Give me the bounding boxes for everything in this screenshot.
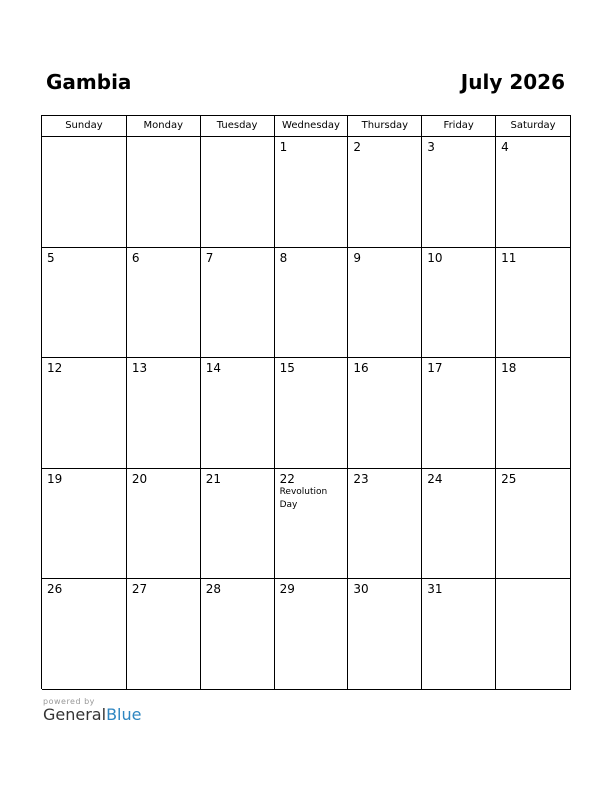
day-number: 3 xyxy=(427,140,435,154)
day-cell xyxy=(496,579,571,690)
day-number: 6 xyxy=(131,250,140,265)
day-cell xyxy=(422,469,496,580)
day-cell xyxy=(348,579,422,690)
day-cell xyxy=(422,248,496,359)
day-number: 19 xyxy=(47,471,63,486)
weekday-header: Sunday xyxy=(42,116,127,137)
day-number: 16 xyxy=(353,361,369,376)
footer-branding xyxy=(43,697,141,724)
day-number: 23 xyxy=(353,471,369,486)
weekday-header: Friday xyxy=(422,116,496,137)
day-cell xyxy=(201,469,275,580)
day-cell xyxy=(127,137,201,248)
brand-logo xyxy=(43,706,141,724)
day-cell xyxy=(348,248,422,359)
day-number: 26 xyxy=(47,582,63,597)
weekday-header: Thursday xyxy=(348,116,422,137)
day-number: 31 xyxy=(427,582,443,597)
week-row xyxy=(42,579,571,690)
day-cell xyxy=(127,358,201,469)
calendar-title-country: Gambia xyxy=(46,70,132,94)
day-cell xyxy=(127,248,201,359)
weekday-header: Saturday xyxy=(496,116,571,137)
day-cell xyxy=(127,579,201,690)
day-cell xyxy=(42,469,127,580)
day-cell xyxy=(275,358,349,469)
day-number: 12 xyxy=(47,361,63,376)
day-number: 11 xyxy=(501,250,517,265)
day-cell xyxy=(275,248,349,359)
brand-part-blue: Blue xyxy=(106,705,142,724)
day-number: 2 xyxy=(353,140,362,154)
weeks-container xyxy=(42,137,571,690)
day-cell xyxy=(42,248,127,359)
day-number: 9 xyxy=(353,250,362,265)
day-cell xyxy=(201,137,275,248)
day-number: 29 xyxy=(279,582,295,597)
day-cell xyxy=(496,137,571,248)
calendar-grid xyxy=(41,115,571,689)
week-row xyxy=(42,469,571,580)
day-number: 25 xyxy=(501,471,517,486)
day-number: 5 xyxy=(47,250,55,265)
day-cell xyxy=(201,358,275,469)
day-number: 4 xyxy=(501,140,509,154)
day-cell xyxy=(42,579,127,690)
weekday-header: Wednesday xyxy=(275,116,349,137)
day-cell xyxy=(496,469,571,580)
week-row xyxy=(42,358,571,469)
weekday-header-row xyxy=(42,116,571,137)
weekday-header: Tuesday xyxy=(201,116,275,137)
day-cell xyxy=(348,137,422,248)
day-number: 24 xyxy=(427,471,443,486)
calendar-title-month: July 2026 xyxy=(460,70,565,94)
day-cell xyxy=(275,137,349,248)
day-number: 7 xyxy=(205,250,214,265)
day-number: 22 xyxy=(279,471,295,486)
day-number: 21 xyxy=(205,471,221,486)
day-number: 20 xyxy=(131,471,148,486)
week-row xyxy=(42,248,571,359)
brand-part-general: General xyxy=(43,705,107,724)
powered-by-text: powered by xyxy=(43,697,95,706)
week-row xyxy=(42,137,571,248)
day-number: 14 xyxy=(205,361,221,376)
day-number: 13 xyxy=(131,361,148,376)
day-cell xyxy=(201,248,275,359)
holiday-label: Revolution Day xyxy=(279,486,328,510)
day-cell xyxy=(496,358,571,469)
day-number: 8 xyxy=(279,250,288,265)
day-cell xyxy=(127,469,201,580)
day-cell xyxy=(422,137,496,248)
day-number: 27 xyxy=(131,582,148,597)
day-number: 17 xyxy=(427,361,443,376)
day-number: 1 xyxy=(279,140,288,154)
day-number: 30 xyxy=(353,582,369,597)
day-cell xyxy=(42,137,127,248)
day-cell xyxy=(422,579,496,690)
day-number: 15 xyxy=(279,361,295,376)
day-cell xyxy=(42,358,127,469)
day-cell xyxy=(422,358,496,469)
day-cell xyxy=(275,579,349,690)
day-number: 10 xyxy=(427,250,443,265)
day-cell xyxy=(348,358,422,469)
weekday-header: Monday xyxy=(127,116,201,137)
day-number: 18 xyxy=(501,361,517,376)
day-number: 28 xyxy=(205,582,221,597)
day-cell xyxy=(275,469,349,580)
day-cell xyxy=(496,248,571,359)
day-cell xyxy=(201,579,275,690)
day-cell xyxy=(348,469,422,580)
